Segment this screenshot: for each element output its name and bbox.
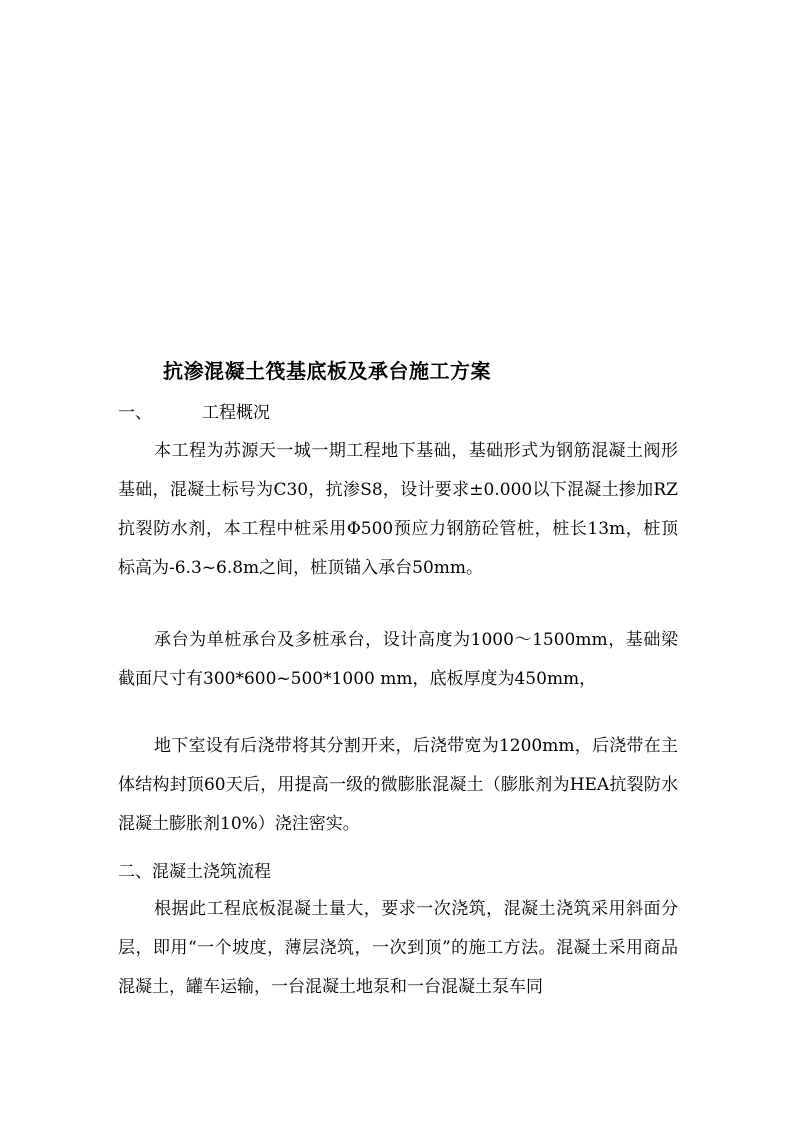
paragraph-post-pour-strip: 地下室设有后浇带将其分割开来，后浇带宽为1200mm，后浇带在主体结构封顶60天后，用提高一级的微膨胀混凝土（膨胀剂为HEA抗裂防水混凝土膨胀剂10%）浇注密实。 [118,736,678,834]
section-number: 一、 [118,403,152,423]
paragraph-project-overview: 本工程为苏源天一城一期工程地下基础，基础形式为钢筋混凝土阀形基础，混凝土标号为C30，抗渗S8，设计要求±0.000以下混凝土掺加RZ抗裂防水剂，本工程中桩采用Φ500预应力钢筋砼管桩，桩长13m，桩顶标高为-6.3~6.8m之间，桩顶锚入承台50mm。 [118,441,678,578]
paragraph-pile-cap: 承台为单桩承台及多桩承台，设计高度为1000～1500mm，基础梁截面尺寸有300*600~500*1000 mm，底板厚度为450mm， [118,630,678,689]
section-title: 工程概况 [202,403,270,423]
paragraph-pour-method: 根据此工程底板混凝土量大，要求一次浇筑，混凝土浇筑采用斜面分层，即用“一个坡度，薄层浇筑，一次到顶”的施工方法。混凝土采用商品混凝土，罐车运输，一台混凝土地泵和一台混凝土泵车同 [118,899,678,997]
document-title: 抗渗混凝土筏基底板及承台施工方案 [163,359,491,383]
section-heading-pour-process: 二、混凝土浇筑流程 [118,862,271,882]
section-heading-overview [118,398,270,423]
